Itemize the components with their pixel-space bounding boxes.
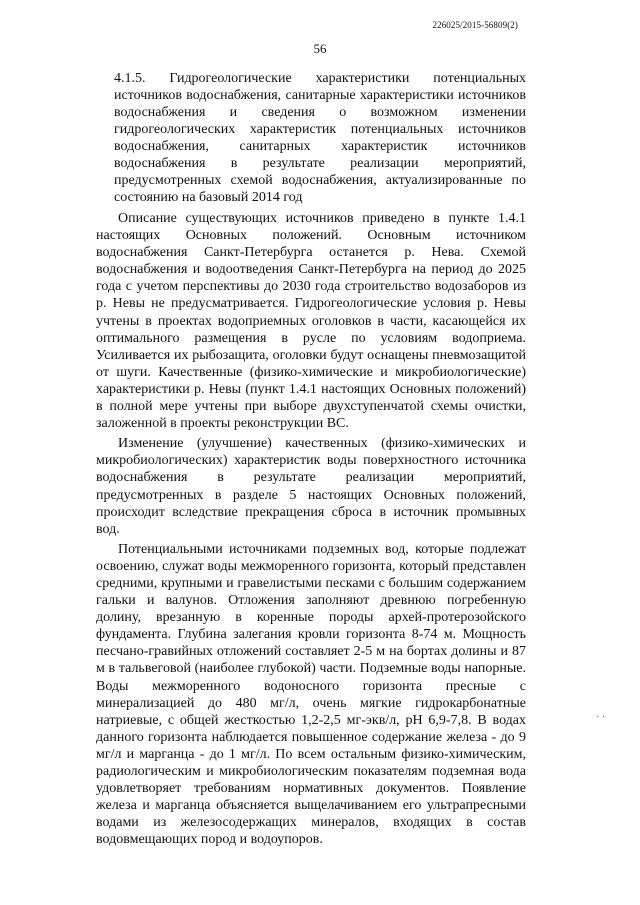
paragraph-quality-change: Изменение (улучшение) качественных (физико-химических и микробиологических) характеристик воды поверхностного источника водоснабжения в результате реализации мероприятий, предусмотренных в разделе 5 настоящих Основных положений, происходит вследствие прекращения сброса в источник промывных вод.: [96, 436, 526, 537]
margin-dot-mark: · ·: [596, 712, 606, 723]
section-body: [96, 210, 526, 848]
paragraph-groundwater: Потенциальными источниками подземных вод, которые подлежат освоению, служат воды межморенного горизонта, который представлен средними, крупными и гравелистыми песками с большим содержанием гальки и валунов. Отложения заполняют древнюю погребенную долину, врезанную в коренные породы архей-протерозойского фундамента. Глубина залегания кровли горизонта 8-74 м. Мощность песчано-гравийных отложений составляет 2-5 м на бортах долины и 87 м в тальвеговой (наиболее глубокой) части. Подземные воды напорные. Воды межморенного водоносного горизонта пресные с минерализацией до 480 мг/л, очень мягкие гидрокарбонатные натриевые, с общей жесткостью 1,2-2,5 мг-экв/л, pH 6,9-7,8. В водах данного горизонта наблюдается повышенное содержание железа - до 9 мг/л и марганца - до 1 мг/л. По всем остальным физико-химическим, радиологическим и микробиологическим показателям подземная вода удовлетворяет требованиям нормативных документов. Появление железа и марганца объясняется выщелачиванием его ультрапресными водами из железосодержащих минералов, входящих в состав водовмещающих пород и водоупоров.: [96, 541, 526, 848]
paragraph-sources: Описание существующих источников приведено в пункте 1.4.1 настоящих Основных положений. Основным источником водоснабжения Санкт-Петербурга останется р. Нева. Схемой водоснабжения и водоотведения Санкт-Петербурга на период до 2025 года с учетом перспективы до 2030 года строительство водозаборов из р. Невы не предусматривается. Гидрогеологические условия р. Невы учтены в проектах водоприемных оголовков в части, касающейся их оптимального размещения в русле по условиям водоприема. Усиливается их рыбозащита, оголовки будут оснащены пневмозащитой от шуги. Качественные (физико-химические и микробиологические) характеристики р. Невы (пункт 1.4.1 настоящих Основных положений) в полной мере учтены при выборе двухступенчатой схемы очистки, заложенной в проекты реконструкции ВС.: [96, 211, 526, 432]
document-id: 226025/2015-56809(2): [432, 20, 518, 30]
page-number: 56: [313, 41, 327, 56]
section-heading: 4.1.5. Гидрогеологические характеристики потенциальных источников водоснабжения, санитарные характеристики источников водоснабжения и сведения о возможном изменении гидрогеологических характеристик потенциальных источников водоснабжения, санитарных характеристик источников водоснабжения в результате реализации мероприятий, предусмотренных схемой водоснабжения, актуализированные по состоянию на базовый 2014 год: [114, 71, 526, 205]
